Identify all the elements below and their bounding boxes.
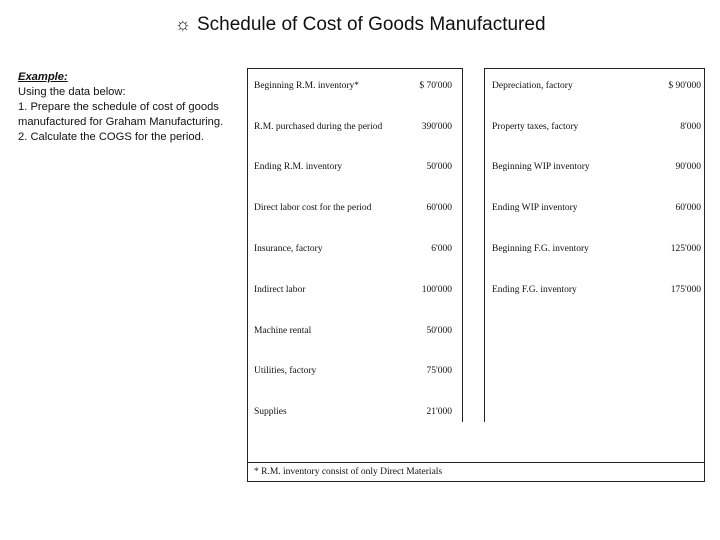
row-label: Beginning R.M. inventory* <box>254 81 360 91</box>
data-row-right <box>492 242 701 256</box>
data-row-left <box>254 283 452 297</box>
data-row-left <box>254 79 452 93</box>
data-row-left <box>254 405 452 419</box>
row-label: Machine rental <box>254 326 312 336</box>
row-label: Ending F.G. inventory <box>492 285 577 295</box>
footnote: * R.M. inventory consist of only Direct Materials <box>254 467 443 477</box>
example-line: 1. Prepare the schedule of cost of goods <box>18 101 219 113</box>
data-row-left <box>254 120 452 134</box>
example-line: 2. Calculate the COGS for the period. <box>18 131 204 143</box>
row-label: Supplies <box>254 407 287 417</box>
sun-icon: ☼ <box>174 14 191 34</box>
row-value: 125'000 <box>670 244 701 254</box>
data-row-left <box>254 364 452 378</box>
row-value: 8'000 <box>680 122 701 132</box>
row-value: 60'000 <box>426 203 452 213</box>
row-value: 21'000 <box>426 407 452 417</box>
row-label: Utilities, factory <box>254 366 317 376</box>
data-row-left <box>254 160 452 174</box>
data-row-right <box>492 79 701 93</box>
data-row-right <box>492 201 701 215</box>
row-value: 100'000 <box>421 285 452 295</box>
row-value: 50'000 <box>426 326 452 336</box>
page-title <box>0 14 720 36</box>
row-value: 50'000 <box>426 162 452 172</box>
row-label: Indirect labor <box>254 285 306 295</box>
data-row-right <box>492 283 701 297</box>
example-line: Using the data below: <box>18 86 126 98</box>
footnote-divider <box>247 462 705 463</box>
page-title-text: Schedule of Cost of Goods Manufactured <box>196 14 546 35</box>
row-value: 75'000 <box>426 366 452 376</box>
row-label: Ending WIP inventory <box>492 203 578 213</box>
row-label: Property taxes, factory <box>492 122 579 132</box>
row-value: 390'000 <box>421 122 452 132</box>
example-heading: Example: <box>18 71 68 83</box>
row-label: R.M. purchased during the period <box>254 122 383 132</box>
column-gap <box>462 68 485 422</box>
row-value: $ 70'000 <box>419 81 452 91</box>
row-label: Beginning F.G. inventory <box>492 244 589 254</box>
data-row-right <box>492 160 701 174</box>
row-value: 175'000 <box>670 285 701 295</box>
example-line: manufactured for Graham Manufacturing. <box>18 116 224 128</box>
row-label: Insurance, factory <box>254 244 323 254</box>
data-row-left <box>254 201 452 215</box>
data-row-left <box>254 242 452 256</box>
row-label: Depreciation, factory <box>492 81 573 91</box>
data-row-left <box>254 324 452 338</box>
example-instructions <box>18 70 243 145</box>
row-value: 90'000 <box>675 162 701 172</box>
row-value: $ 90'000 <box>668 81 701 91</box>
row-label: Ending R.M. inventory <box>254 162 343 172</box>
row-value: 6'000 <box>431 244 452 254</box>
row-label: Beginning WIP inventory <box>492 162 590 172</box>
row-label: Direct labor cost for the period <box>254 203 372 213</box>
row-value: 60'000 <box>675 203 701 213</box>
data-row-right <box>492 120 701 134</box>
